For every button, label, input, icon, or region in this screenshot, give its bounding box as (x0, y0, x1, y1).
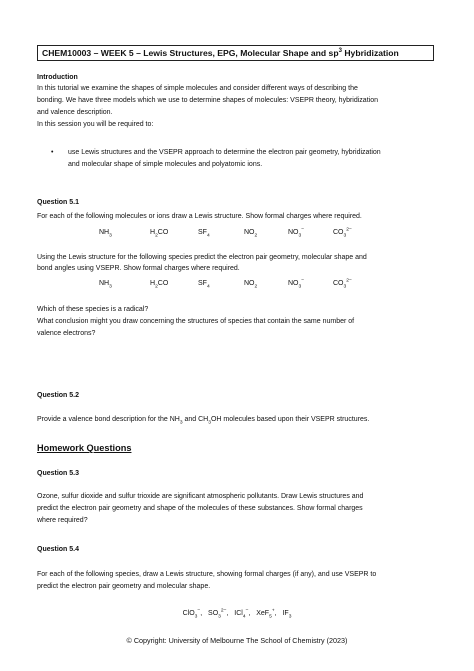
copyright-footer: © Copyright: University of Melbourne The School of Chemistry (2023) (126, 636, 348, 645)
intro-line: bonding. We have three models which we use to determine shapes of molecules: VSEPR theory, hybridization (37, 97, 378, 104)
molecule-no3-ion: $NO_3^-$ (288, 278, 305, 290)
intro-heading: Introduction (37, 74, 78, 81)
question-5-1-line: Which of these species is a radical? (37, 306, 149, 313)
species-xef5-ion: XeF$_5$+, (256, 608, 281, 620)
species-icl4-ion: ICl$_4$−, (234, 608, 255, 620)
question-5-3-line: Ozone, sulfur dioxide and sulfur trioxide are significant atmospheric pollutants. Draw Lewis structures and (37, 493, 364, 500)
molecule-no2: $NO_2$ (244, 280, 258, 290)
molecule-sf4: $SF_4$ (198, 229, 210, 239)
bullet-line: use Lewis structures and the VSEPR approach to determine the electron pair geometry, hybridization (68, 149, 381, 156)
question-5-1-line: bond angles using VSEPR. Show formal charges where required. (37, 265, 240, 272)
page-title: CHEM10003 – WEEK 5 – Lewis Structures, EPG, Molecular Shape and $sp^3$ Hybridization (37, 45, 434, 61)
molecule-co3-ion: $CO_3^{2-}$ (333, 278, 352, 290)
intro-line: In this session you will be required to: (37, 121, 154, 128)
question-5-2-line: Provide a valence bond description for the $NH_3$ and $CH_3OH$ molecules based upon their VSEPR structures. (37, 416, 370, 426)
homework-heading: Homework Questions (37, 443, 132, 453)
intro-line: In this tutorial we examine the shapes of simple molecules and consider different ways of describing the (37, 85, 358, 92)
molecule-no2: $NO_2$ (244, 229, 258, 239)
question-5-4-heading: Question 5.4 (37, 546, 80, 553)
molecule-sf4: $SF_4$ (198, 280, 210, 290)
molecule-no3-ion: $NO_3^-$ (288, 227, 305, 239)
species-clo3-ion: ClO$_3$−, (182, 608, 207, 620)
question-5-1-heading: Question 5.1 (37, 199, 80, 206)
question-5-2-heading: Question 5.2 (37, 392, 80, 399)
molecule-co3-ion: $CO_3^{2-}$ (333, 227, 352, 239)
species-if3: $IF_3$ (282, 610, 292, 620)
question-5-4-line: predict the electron pair geometry and molecular shape. (37, 583, 211, 590)
bullet-line: and molecular shape of simple molecules and polyatomic ions. (68, 161, 263, 168)
molecule-nh3: $NH_3$ (99, 229, 112, 239)
bullet-marker: • (51, 149, 54, 156)
question-5-1-line: valence electrons? (37, 330, 96, 337)
question-5-1-line: Using the Lewis structure for the following species predict the electron pair geometry, molecular shape and (37, 254, 367, 261)
question-5-1-line: For each of the following molecules or ions draw a Lewis structure. Show formal charges where required. (37, 213, 362, 220)
question-5-3-line: where required? (37, 517, 88, 524)
species-list (0, 608, 474, 620)
species-so3-ion: $SO_3^{2-}$, (208, 608, 233, 620)
question-5-3-line: predict the electron pair geometry and shape of the molecules of these substances. Show formal charges (37, 505, 363, 512)
molecule-h2co: $H_2CO$ (150, 280, 169, 290)
question-5-4-line: For each of the following species, draw a Lewis structure, showing formal charges (if any), and use VSEPR to (37, 571, 377, 578)
intro-line: and valence description. (37, 109, 113, 116)
question-5-3-heading: Question 5.3 (37, 470, 80, 477)
molecule-h2co: $H_2CO$ (150, 229, 169, 239)
molecule-nh3: $NH_3$ (99, 280, 112, 290)
question-5-1-line: What conclusion might you draw concerning the structures of species that contain the same number of (37, 318, 355, 325)
